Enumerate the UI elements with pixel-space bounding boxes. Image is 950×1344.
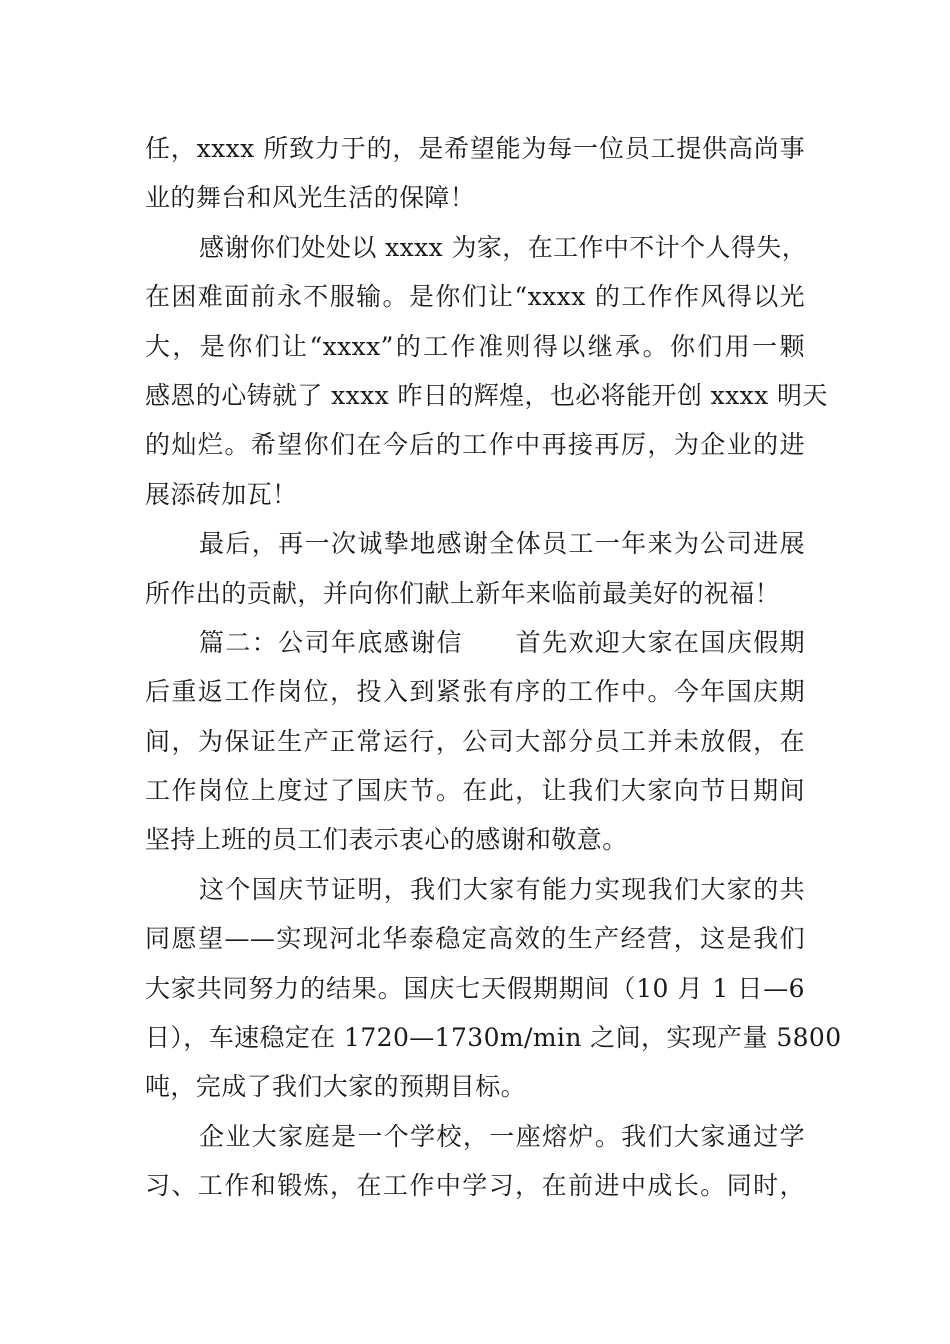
text-line: 在困难面前永不服输。是你们让“xxxx 的工作作风得以光 — [145, 282, 805, 312]
text-line: 篇二：公司年底感谢信 首先欢迎大家在国庆假期 — [199, 627, 805, 657]
text-line: 这个国庆节证明，我们大家有能力实现我们大家的共 — [199, 874, 805, 904]
text-line: 同愿望——实现河北华泰稳定高效的生产经营，这是我们 — [145, 924, 805, 954]
text-line: 间，为保证生产正常运行，公司大部分员工并未放假，在 — [145, 726, 805, 756]
text-line: 最后，再一次诚挚地感谢全体员工一年来为公司进展 — [199, 529, 805, 559]
text-line: 吨，完成了我们大家的预期目标。 — [145, 1072, 527, 1102]
text-line: 展添砖加瓦！ — [145, 479, 298, 509]
text-line: 所作出的贡献，并向你们献上新年来临前最美好的祝福！ — [145, 578, 781, 608]
text-line: 后重返工作岗位，投入到紧张有序的工作中。今年国庆期 — [145, 677, 805, 707]
text-line: 感谢你们处处以 xxxx 为家，在工作中不计个人得失， — [199, 232, 808, 262]
text-line: 习、工作和锻炼，在工作中学习，在前进中成长。同时， — [145, 1171, 805, 1201]
text-line: 大，是你们让“xxxx”的工作准则得以继承。你们用一颗 — [145, 331, 805, 361]
text-line: 企业大家庭是一个学校，一座熔炉。我们大家通过学 — [199, 1121, 805, 1151]
text-line: 任，xxxx 所致力于的，是希望能为每一位员工提供高尚事 — [145, 134, 805, 163]
text-line: 的灿烂。希望你们在今后的工作中再接再厉，为企业的进 — [145, 430, 805, 460]
text-line: 坚持上班的员工们表示衷心的感谢和敬意。 — [145, 825, 628, 855]
text-line: 日），车速稳定在 1720—1730m/min 之间，实现产量 5800 — [145, 1023, 842, 1053]
text-line: 大家共同努力的结果。国庆七天假期期间（10 月 1 日—6 — [145, 973, 805, 1003]
text-line: 业的舞台和风光生活的保障！ — [145, 183, 476, 213]
text-line: 工作岗位上度过了国庆节。在此，让我们大家向节日期间 — [145, 776, 805, 806]
text-line: 感恩的心铸就了 xxxx 昨日的辉煌，也必将能开创 xxxx 明天 — [145, 380, 828, 410]
document-body — [145, 124, 842, 1211]
